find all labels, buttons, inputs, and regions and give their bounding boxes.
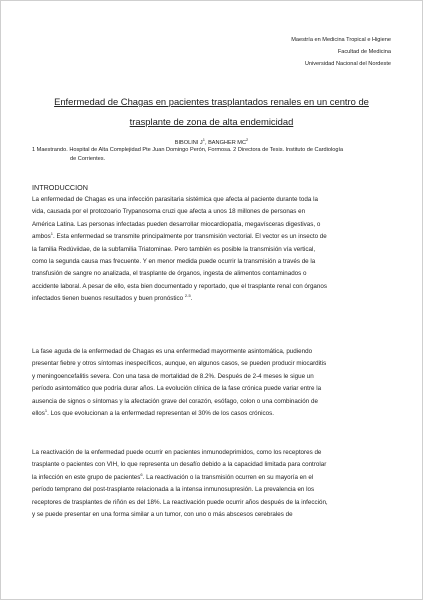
paragraph-3	[32, 447, 394, 521]
paragraph-line: accidente laboral. A pesar de ello, esta bien documentado y reportado, que el trasplante renal con órganos	[32, 282, 327, 290]
author-name-1: BIBOLINI J	[174, 139, 203, 146]
paragraph-line: trasplante o pacientes con VIH, lo que representa un desafío debido a la capacidad limitada para controlar	[32, 461, 327, 469]
paragraph-line: receptores de trasplantes de riñón es del 18%. La reactivación puede ocurrir años después de la infección,	[32, 498, 328, 506]
paragraph-line: y meningoencefalitis severa. Con una tasa de mortalidad de 8.2%. Después de 2-4 meses le sigue un	[32, 372, 314, 380]
author-affiliation-note	[32, 146, 344, 164]
paragraph-line: presentar fiebre y otros síntomas inespecíficos, aunque, en algunos casos, se pueden producir miocarditis	[32, 360, 327, 368]
paragraph-line: ambos$^1$. Esta enfermedad se transmite principalmente por transmisión vectorial. El vector es un insecto de	[32, 231, 327, 241]
institution-line-university: Universidad Nacional del Nordeste	[304, 61, 391, 67]
reference-superscript: 1	[50, 231, 53, 237]
paragraph-line: período asintomático que podría durar años. La evolución clínica de la fase crónica puede variar entre la	[32, 385, 322, 393]
reference-superscript: 6	[140, 471, 143, 477]
reference-superscript: 2-5	[184, 293, 191, 299]
author-sup-2: 2	[246, 137, 249, 142]
paragraph-line: como la segunda causa mas frecuente. Y en menor medida puede ocurrir la transmisión a través de la	[32, 258, 316, 266]
institution-header	[291, 34, 391, 70]
document-title	[28, 92, 395, 132]
paragraph-1	[32, 194, 394, 306]
institution-line-faculty: Facultad de Medicina	[337, 49, 391, 55]
title-line-2: trasplante de zona de alta endemicidad	[129, 116, 294, 127]
institution-line-program: Maestría en Medicina Tropical e Higiene	[291, 37, 391, 43]
author-name-2: , BANGHER MC	[204, 139, 246, 146]
title-line-1: Enfermedad de Chagas en pacientes trasplantados renales en un centro de	[54, 96, 369, 107]
paragraph-line: vida, causada por el protozoario Trypanosoma cruzi que afecta a unos 18 millones de personas en	[32, 208, 306, 216]
affiliation-note-line-1: 1 Maestrando. Hospital de Alta Complejidad Pte Juan Domingo Perón, Formosa. 2 Directora de Tesis. Instituto de Cardiología	[32, 147, 344, 153]
paragraph-line: ellos$^1$. Los que evolucionan a la enfermedad representan el 30% de los casos crónicos.	[32, 407, 274, 418]
section-heading: INTRODUCCION	[32, 183, 88, 192]
reference-superscript: 1	[44, 407, 48, 413]
paragraph-2	[32, 346, 394, 420]
author-sup-1: 1	[202, 137, 205, 142]
paragraph-line: y se puede presentar en una forma similar a un tumor, con uno o más abscesos cerebrales de	[32, 511, 293, 519]
paragraph-line: transfusión de sangre no analizada, el trasplante de órganos, ingesta de alimentos contaminados o	[32, 270, 307, 278]
paragraph-line: La fase aguda de la enfermedad de Chagas es una enfermedad mayormente asintomática, pudiendo	[32, 348, 313, 355]
paragraph-line: la familia Redúviidae, de la subfamilia Triatominae. Pero también es posible la transmisión vía vertical,	[32, 245, 316, 253]
paragraph-line: ausencia de signos o síntomas y la afectación grave del corazón, esófago, colon o una combinación de	[32, 397, 318, 405]
paragraph-line: la infección en este grupo de pacientes$^6$. La reactivación o la transmisión ocurren en su mayoría en el	[32, 471, 314, 481]
paragraph-line: La enfermedad de Chagas es una infección parasitaria sistémica que afecta al paciente durante toda la	[32, 196, 318, 203]
affiliation-note-line-2: de Corrientes.	[70, 156, 106, 162]
paragraph-line: América Latina. Las personas infectadas pueden desarrollar miocardiopatía, megavísceras digestivas, o	[32, 220, 321, 228]
paragraph-line: período temprano del post-trasplante relacionada a la intensa inmunosupresión. La prevalencia en los	[32, 486, 315, 494]
paragraph-line: infectados tienen buenos resultados y buen pronóstico $^{2-5}$.	[32, 293, 193, 303]
paragraph-line: La reactivación de la enfermedad puede ocurrir en pacientes inmunodeprimidos, como los receptores de	[32, 449, 322, 456]
